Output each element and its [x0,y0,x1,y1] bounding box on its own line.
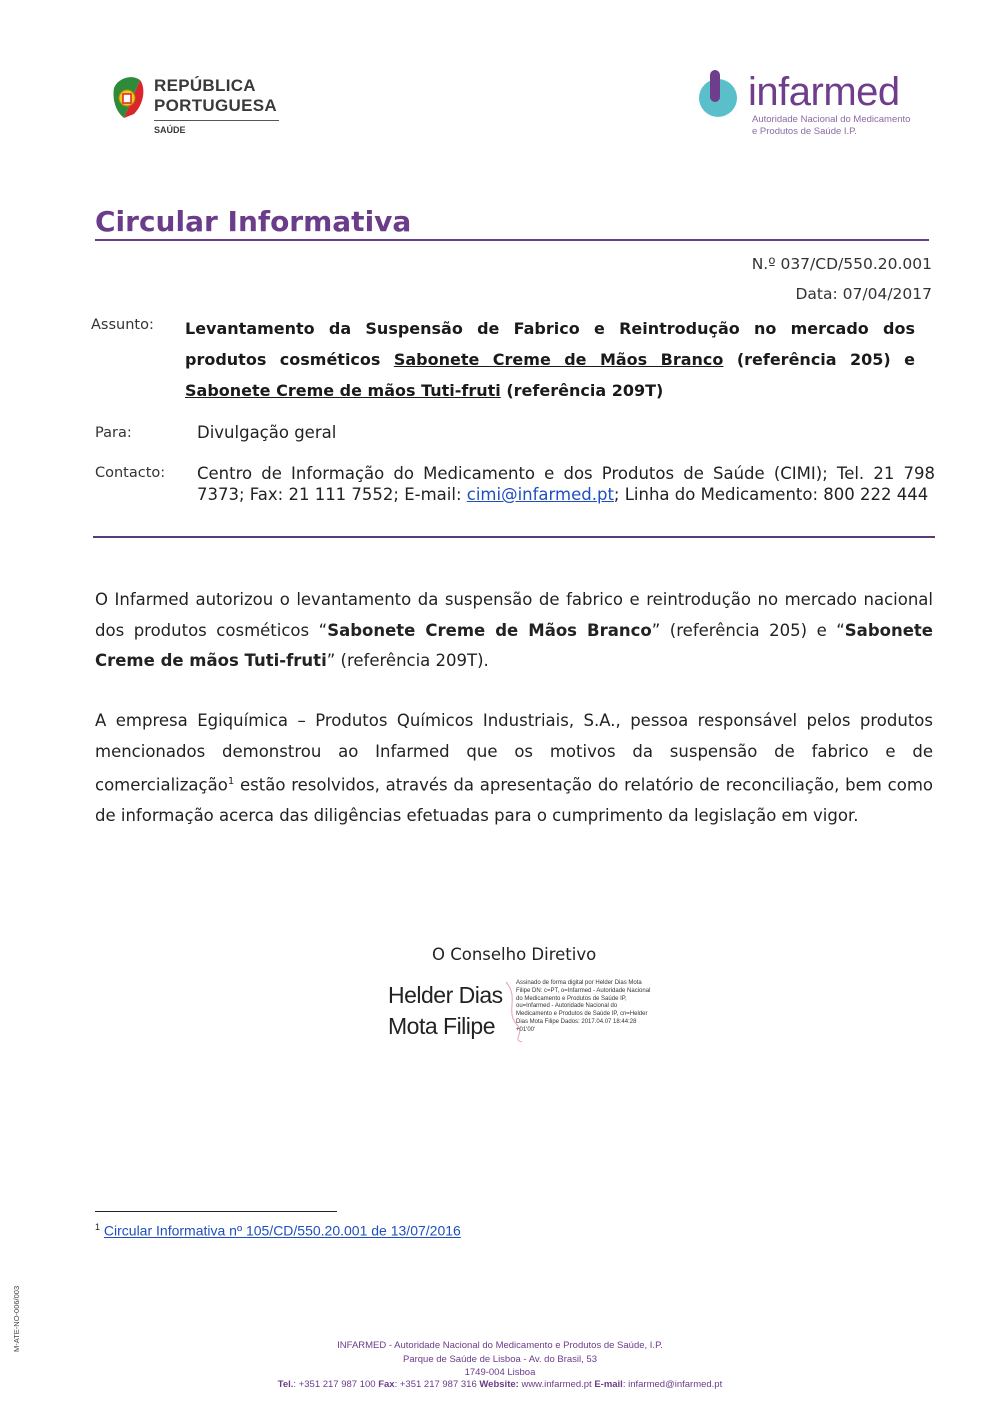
footer-fax-value: : +351 217 987 316 [394,1379,480,1390]
recipient-value: Divulgação geral [197,423,337,442]
p1-product2: Sabonete Creme de mãos Tuti-fruti [95,620,933,670]
p1-text-a: O Infarmed autorizou o levantamento da suspensão de fabrico e reintrodução no mercado nacional dos produtos cosméticos “ [95,590,933,640]
footer-tel-value: : +351 217 987 100 [293,1379,379,1390]
board-signoff: O Conselho Diretivo [432,945,597,964]
republica-subtitle: SAÚDE [154,125,186,135]
infarmed-subtitle-line1: Autoridade Nacional do Medicamento [752,114,911,125]
header-divider [93,536,935,538]
infarmed-logo [696,68,911,143]
p2-text-a: A empresa Egiquímica – Produtos Químicos Industriais, S.A., pessoa responsável pelos produtos mencionados demonstrou ao Infarmed que os motivos da suspensão de fabrico e de comercialização [95,711,933,795]
subject-part3: (referência 209T) [500,381,664,400]
document-form-code: M-ATE-NO-006/003 [12,1285,21,1352]
subject-part1: Levantamento da Suspensão de Fabrico e Reintrodução no mercado dos produtos cosméticos [185,319,915,369]
footer-web-value[interactable]: www.infarmed.pt [518,1379,595,1390]
subject-label: Assunto: [91,317,154,333]
footnote [95,1222,461,1239]
contact-label: Contacto: [95,465,166,481]
signature-name-line2: Mota Filipe [388,1013,495,1039]
subject-product1: Sabonete Creme de Mãos Branco [393,350,724,369]
recipient-label: Para: [95,425,132,441]
infarmed-mark-icon [696,68,744,120]
footer-fax-label: Fax [378,1379,395,1390]
footnote-link[interactable]: Circular Informativa nº 105/CD/550.20.001 de 13/07/2016 [103,1222,461,1239]
republica-divider [154,120,279,121]
footnote-divider [95,1211,337,1212]
footer-email-value[interactable]: : infarmed@infarmed.pt [622,1379,723,1390]
signature-digital-info: Assinado de forma digital por Helder Dias Mota Filipe DN: c=PT, o=Infarmed - Autoridade Nacional do Medicamento e Produtos de Saúde IP, ou=Infarmed - Autoridade Nacional do Medicamento e Produtos de Saúde IP, cn=Helder Dias Mota Filipe Dados: 2017.04.07 18:44:28 +01'00' [516,980,651,1033]
footnote-reference: 1 [227,776,235,787]
p1-text-c: ” (referência 205) e “ [651,620,845,640]
title-divider [95,239,929,241]
contact-part2: ; Linha do Medicamento: 800 222 444 [613,485,929,504]
body-paragraph-2 [95,706,933,832]
document-date: Data: 07/04/2017 [795,285,932,303]
footer-contacts [0,1379,1000,1390]
footer-tel-label: Tel. [277,1379,294,1390]
subject-product2: Sabonete Creme de mãos Tuti-fruti [185,381,501,400]
body-paragraph-1 [95,585,933,677]
digital-signature [388,978,651,1043]
subject-part2: (referência 205) e [723,350,916,369]
republica-line2: PORTUGUESA [154,96,277,115]
republica-portuguesa-logo [110,72,285,142]
p1-text-e: ” (referência 209T). [326,651,489,670]
footer-web-label: Website: [479,1379,519,1390]
contact-part1: Centro de Informação do Medicamento e dos Produtos de Saúde (CIMI); Tel. 21 798 7373; Fax: 21 111 7552; E-mail: [197,464,935,504]
infarmed-subtitle-line2: e Produtos de Saúde I.P. [752,126,857,137]
footer-email-label: E-mail [594,1379,623,1390]
p2-text-b: estão resolvidos, através da apresentação do relatório de reconciliação, bem como de informação acerca das diligências efetuadas para o cumprimento da legislação em vigor. [95,775,933,825]
portugal-emblem-icon [110,74,146,120]
page-title: Circular Informativa [95,205,412,238]
signature-name-line1: Helder Dias [388,982,503,1008]
footer-postal: 1749-004 Lisboa [464,1367,536,1378]
contact-email-link[interactable]: cimi@infarmed.pt [466,485,614,504]
footer-org-name: INFARMED - Autoridade Nacional do Medicamento e Produtos de Saúde, I.P. [337,1340,663,1351]
reference-number: N.º 037/CD/550.20.001 [751,255,932,273]
p1-product1: Sabonete Creme de Mãos Branco [327,620,652,640]
subject-text [185,313,915,406]
infarmed-wordmark: infarmed [748,70,900,114]
footnote-number: 1 [95,1222,101,1232]
republica-line1: REPÚBLICA [154,76,256,95]
footer-address: Parque de Saúde de Lisboa - Av. do Brasil, 53 [402,1354,597,1365]
contact-text [197,463,935,505]
